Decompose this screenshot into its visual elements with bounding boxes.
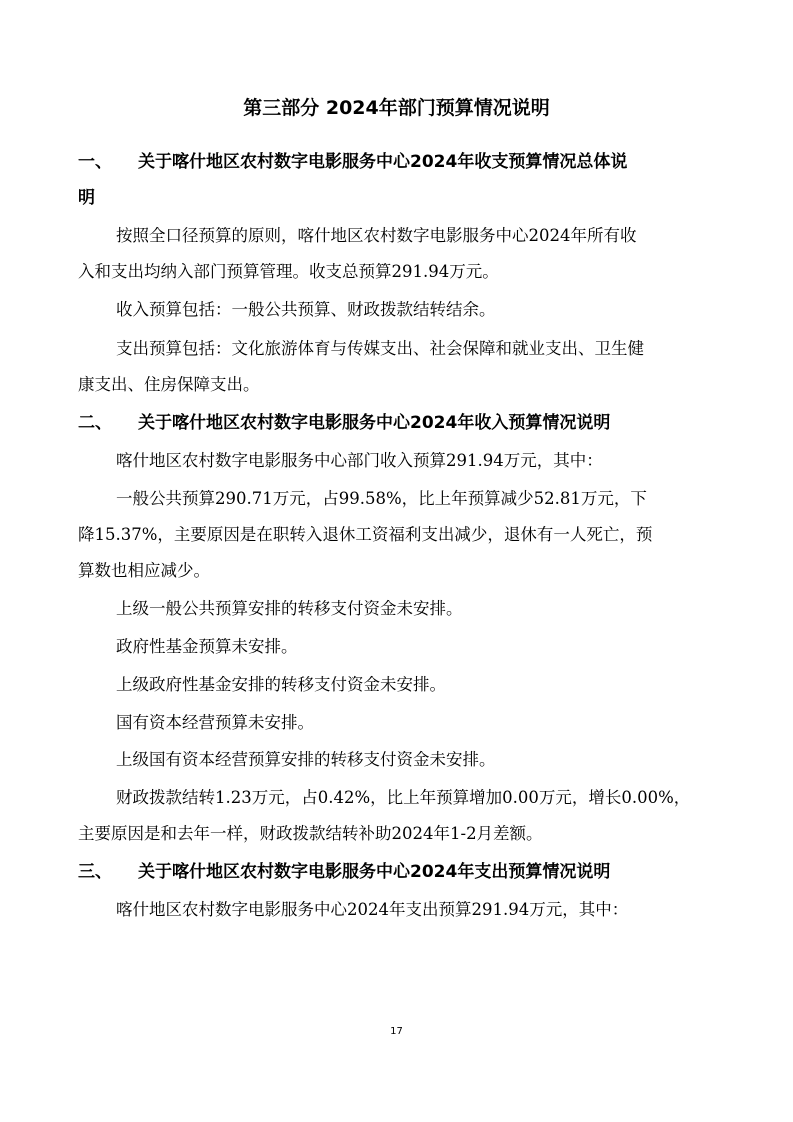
paragraph-line: 上级一般公共预算安排的转移支付资金未安排。: [116, 599, 463, 618]
paragraph-line: 支出预算包括：文化旅游体育与传媒支出、社会保障和就业支出、卫生健: [116, 339, 644, 358]
section-1-number: 一、: [78, 152, 112, 172]
section-3-number: 三、: [78, 862, 112, 882]
paragraph-line: 算数也相应减少。: [78, 561, 210, 580]
paragraph-line: 降15.37%，主要原因是在职转入退休工资福利支出减少，退休有一人死亡，预: [78, 525, 653, 544]
paragraph-line: 康支出、住房保障支出。: [78, 375, 260, 394]
page-title: 第三部分 2024年部门预算情况说明: [243, 97, 550, 119]
section-1-heading-continued: 明: [78, 188, 95, 208]
paragraph-line: 上级政府性基金安排的转移支付资金未安排。: [116, 675, 446, 694]
paragraph-line: 国有资本经营预算未安排。: [116, 713, 314, 732]
section-2-heading: [78, 411, 610, 435]
paragraph-line: 收入预算包括：一般公共预算、财政拨款结转结余。: [116, 300, 496, 319]
paragraph-line: 政府性基金预算未安排。: [116, 637, 298, 656]
section-2-number: 二、: [78, 413, 112, 433]
section-3-heading: [78, 860, 610, 884]
paragraph-line: 按照全口径预算的原则，喀什地区农村数字电影服务中心2024年所有收: [116, 226, 637, 245]
paragraph-line: 喀什地区农村数字电影服务中心2024年支出预算291.94万元，其中：: [116, 900, 629, 919]
paragraph-line: 主要原因是和去年一样，财政拨款结转补助2024年1-2月差额。: [78, 824, 543, 843]
paragraph-line: 喀什地区农村数字电影服务中心部门收入预算291.94万元，其中：: [116, 451, 603, 470]
page-number: 17: [390, 1026, 403, 1037]
section-1-heading-text: 关于喀什地区农村数字电影服务中心2024年收支预算情况总体说: [138, 152, 628, 172]
paragraph-line: 入和支出均纳入部门预算管理。收支总预算291.94万元。: [78, 262, 499, 281]
section-3-heading-text: 关于喀什地区农村数字电影服务中心2024年支出预算情况说明: [138, 862, 611, 882]
paragraph-line: 一般公共预算290.71万元，占99.58%，比上年预算减少52.81万元，下: [116, 489, 647, 508]
paragraph-line: 上级国有资本经营预算安排的转移支付资金未安排。: [116, 750, 496, 769]
paragraph-line: 财政拨款结转1.23万元，占0.42%，比上年预算增加0.00万元，增长0.00%，: [116, 788, 691, 807]
section-1-heading: [78, 150, 627, 174]
section-2-heading-text: 关于喀什地区农村数字电影服务中心2024年收入预算情况说明: [138, 413, 611, 433]
